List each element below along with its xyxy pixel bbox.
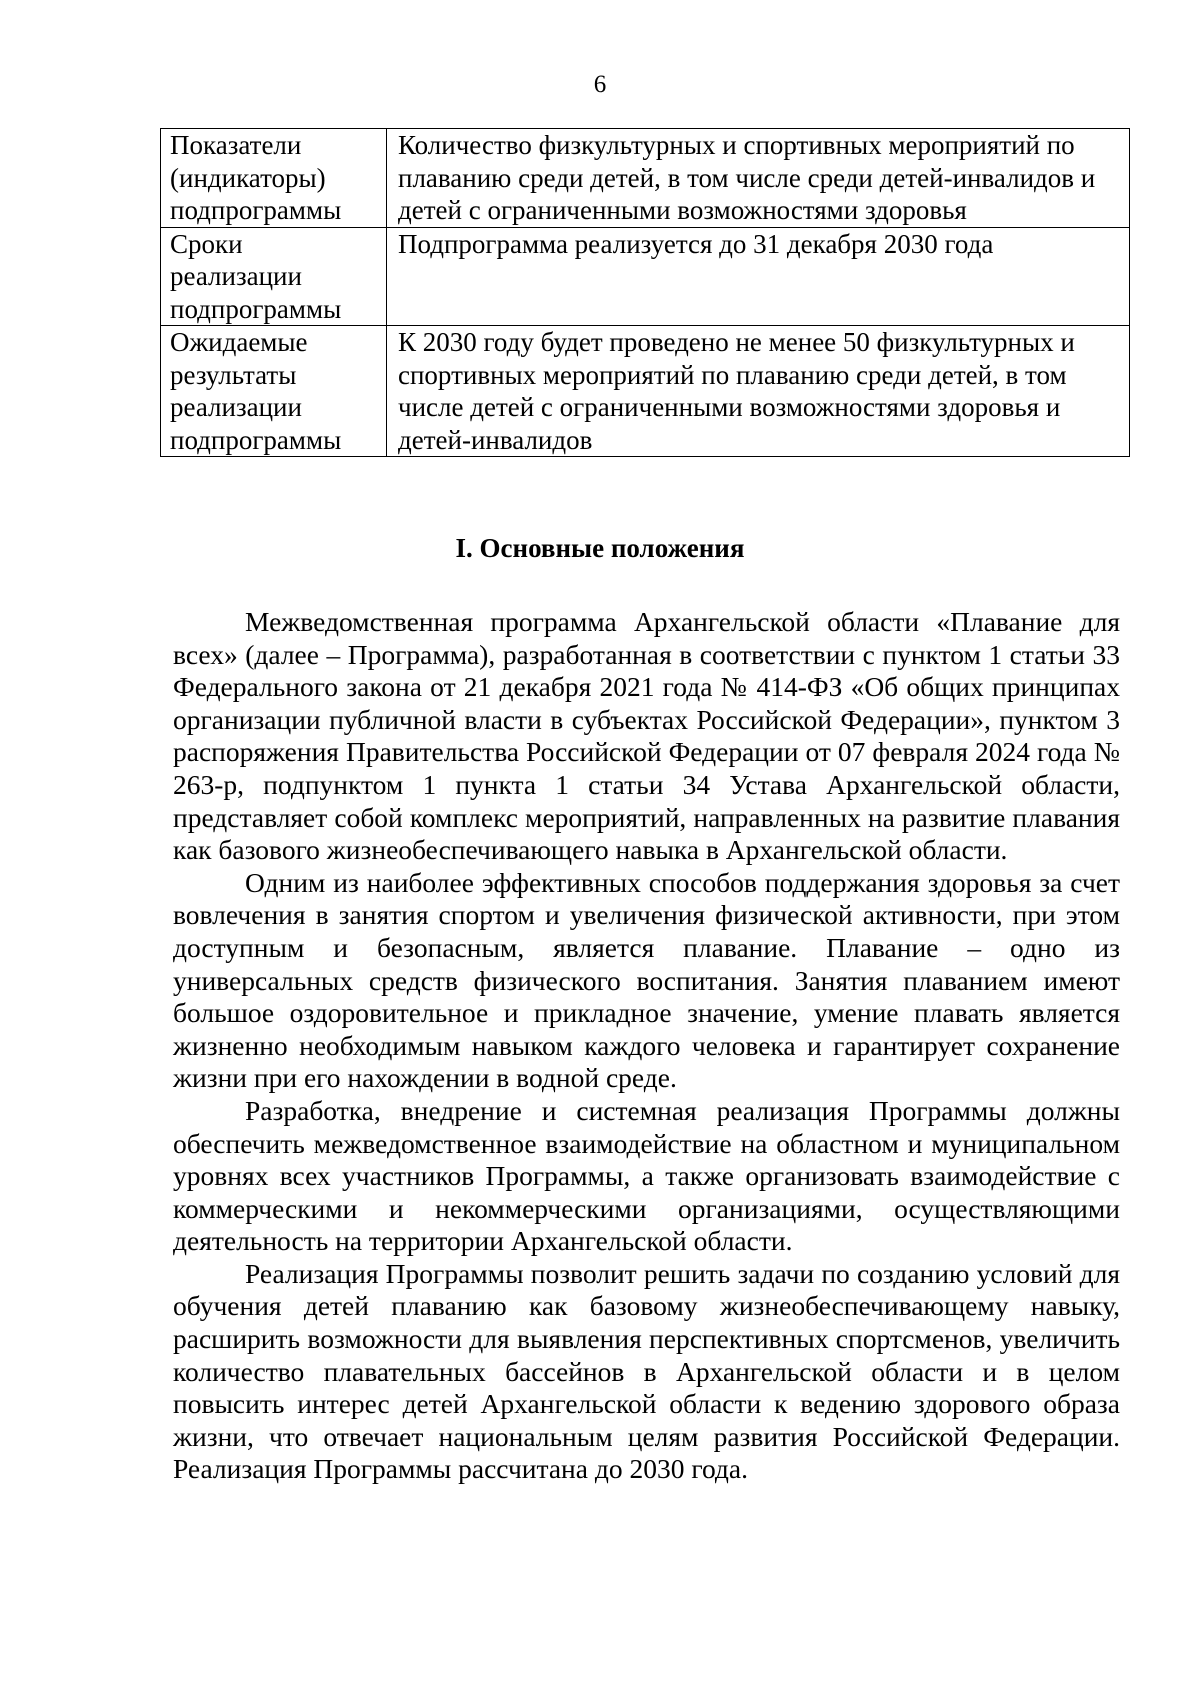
paragraph: Реализация Программы позволит решить задачи по созданию условий для обучения детей плаванию как базовому жизнеобеспечивающему навыку, расширить возможности для выявления перспективных спортсменов, увеличить количество плавательных бассейнов в Архангельской области и в целом повысить интерес детей Архангельской области к ведению здорового образа жизни, что отвечает национальным целям развития Российской Федерации. Реализация Программы рассчитана до 2030 года. [173, 1257, 1120, 1485]
row-label-expected-results: Ожидаемые результаты реализации подпрограммы [161, 326, 387, 457]
table-row [161, 227, 1130, 326]
row-label-timeline: Сроки реализации подпрограммы [161, 227, 387, 326]
row-value-timeline: Подпрограмма реализуется до 31 декабря 2030 года [387, 227, 1130, 326]
row-value-indicators: Количество физкультурных и спортивных мероприятий по плаванию среди детей, в том числе среди детей-инвалидов и детей с ограниченными возможностями здоровья [387, 129, 1130, 228]
page-number: 6 [593, 71, 607, 98]
table-row [161, 129, 1130, 228]
table-row [161, 326, 1130, 457]
section-body [173, 606, 1120, 1486]
row-label-indicators: Показатели (индикаторы) подпрограммы [161, 129, 387, 228]
subprogram-passport-table [160, 128, 1130, 457]
row-value-expected-results: К 2030 году будет проведено не менее 50 физкультурных и спортивных мероприятий по плаванию среди детей, в том числе детей с ограниченными возможностями здоровья и детей-инвалидов [387, 326, 1130, 457]
paragraph: Одним из наиболее эффективных способов поддержания здоровья за счет вовлечения в занятия спортом и увеличения физической активности, при этом доступным и безопасным, является плавание. Плавание – одно из универсальных средств физического воспитания. Занятия плаванием имеют большое оздоровительное и прикладное значение, умение плавать является жизненно необходимым навыком каждого человека и гарантирует сохранение жизни при его нахождении в водной среде. [173, 866, 1120, 1094]
section-heading: I. Основные положения [455, 533, 745, 563]
paragraph: Разработка, внедрение и системная реализация Программы должны обеспечить межведомственное взаимодействие на областном и муниципальном уровнях всех участников Программы, а также организовать взаимодействие с коммерческими и некоммерческими организациями, осуществляющими деятельность на территории Архангельской области. [173, 1094, 1120, 1257]
paragraph: Межведомственная программа Архангельской области «Плавание для всех» (далее – Программа), разработанная в соответствии с пунктом 1 статьи 33 Федерального закона от 21 декабря 2021 года № 414-ФЗ «Об общих принципах организации публичной власти в субъектах Российской Федерации», пунктом 3 распоряжения Правительства Российской Федерации от 07 февраля 2024 года № 263-р, подпунктом 1 пункта 1 статьи 34 Устава Архангельской области, представляет собой комплекс мероприятий, направленных на развитие плавания как базового жизнеобеспечивающего навыка в Архангельской области. [173, 606, 1120, 866]
